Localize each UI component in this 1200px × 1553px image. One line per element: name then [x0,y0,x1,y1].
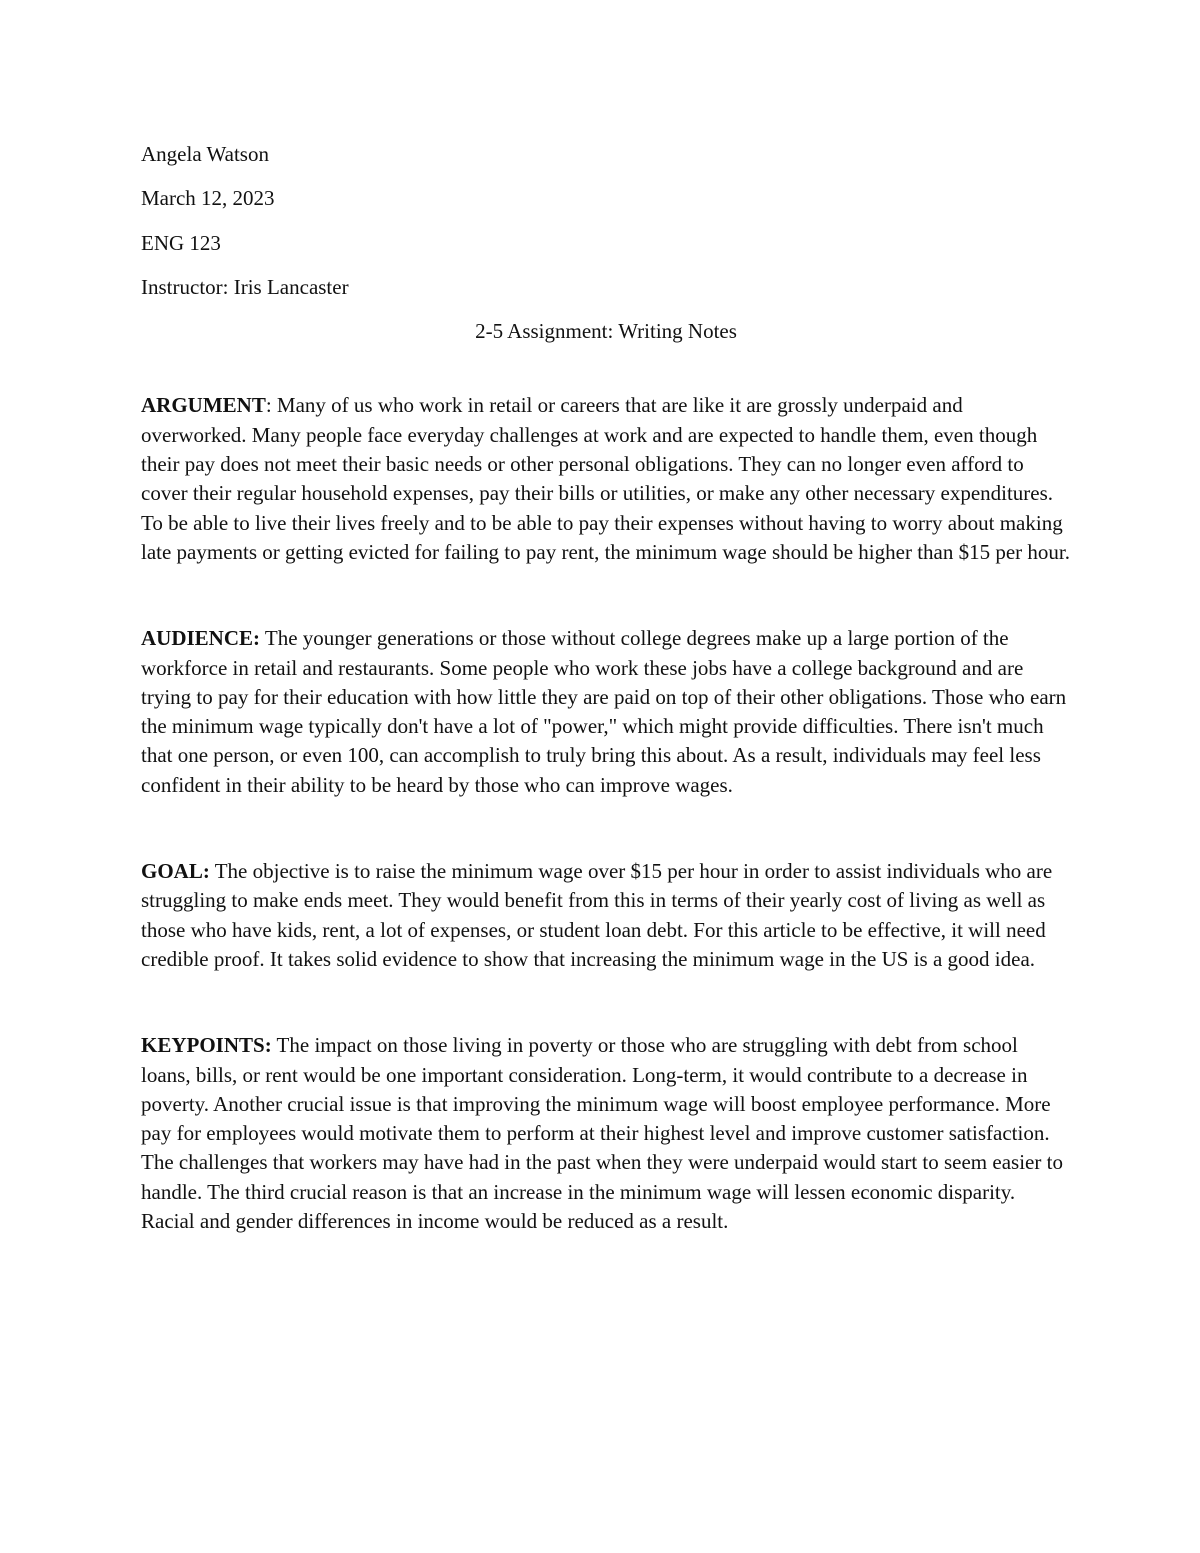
keypoints-label: KEYPOINTS: [141,1033,272,1058]
goal-text: The objective is to raise the minimum wage over $15 per hour in order to assist individuals who are struggling to make ends meet. They would benefit from this in terms of their yearly cost of living as well as those who have kids, rent, a lot of expenses, or student loan debt. For this article to be effective, it will need credible proof. It takes solid evidence to show that increasing the minimum wage in the US is a good idea. [141,859,1053,971]
argument-section [141,391,1071,567]
keypoints-paragraph [141,1031,1071,1236]
audience-text: The younger generations or those without college degrees make up a large portion of the workforce in retail and restaurants. Some people who work these jobs have a college background and are trying to pay for their education with how little they are paid on top of their other obligations. Those who earn the minimum wage typically don't have a lot of "power," which might provide difficulties. There isn't much that one person, or even 100, can accomplish to truly bring this about. As a result, individuals may feel less confident in their ability to be heard by those who can improve wages. [141,626,1067,797]
document-title: 2-5 Assignment: Writing Notes [475,319,737,344]
author-name: Angela Watson [141,142,269,166]
instructor-name: Instructor: Iris Lancaster [141,274,349,299]
document-date: March 12, 2023 [141,186,275,211]
audience-section [141,624,1071,800]
document-body [141,140,1071,1293]
course-code: ENG 123 [141,230,221,255]
keypoints-text: The impact on those living in poverty or those who are struggling with debt from school loans, bills, or rent would be one important consideration. Long-term, it would contribute to a decrease in poverty. Another crucial issue is that improving the minimum wage will boost employee performance. More pay for employees would motivate them to perform at their highest level and improve customer satisfaction. The challenges that workers may have had in the past when they were underpaid would start to seem easier to handle. The third crucial reason is that an increase in the minimum wage will lessen economic disparity. Racial and gender differences in income would be reduced as a result. [141,1033,1063,1234]
audience-label: AUDIENCE: [141,626,261,651]
keypoints-section [141,1031,1071,1236]
goal-section [141,857,1071,974]
argument-text: : Many of us who work in retail or careers that are like it are grossly underpaid and overworked. Many people face everyday challenges at work and are expected to handle them, even though their pay does not meet their basic needs or other personal obligations. They can no longer even afford to cover their regular household expenses, pay their bills or utilities, or make any other necessary expenditures. To be able to live their lives freely and to be able to pay their expenses without having to worry about making late payments or getting evicted for failing to pay rent, the minimum wage should be higher than $15 per hour. [141,393,1071,564]
goal-paragraph [141,857,1071,974]
audience-paragraph [141,624,1071,800]
goal-label: GOAL: [141,859,210,884]
argument-paragraph [141,391,1071,567]
argument-label: ARGUMENT [141,393,266,418]
